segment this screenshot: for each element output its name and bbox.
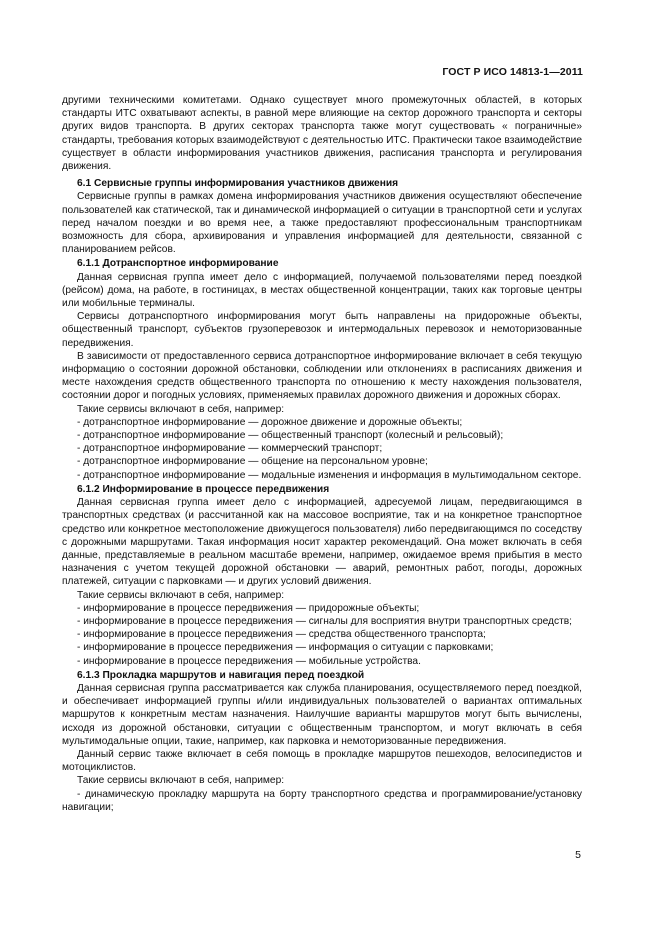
document-body — [62, 94, 582, 814]
paragraph: Сервисы дотранспортного информирования могут быть направлены на придорожные объекты, общественный транспорт, субъектов грузоперевозок и интермодальных перевозок и немоторизованные передвижения. — [62, 311, 582, 349]
document-header: ГОСТ Р ИСО 14813-1—2011 — [442, 66, 583, 78]
list-item: - информирование в процессе передвижения — придорожные объекты; — [77, 602, 420, 614]
paragraph: Сервисные группы в рамках домена информирования участников движения осуществляют обеспечение пользователей как статической, так и динамической информацией о ситуации в транспортной сети и услугах перед началом поездки и во время нее, а также предоставляют профессиональным транспортникам возможность для сбора, архивирования и управления информацией для деятельности, связанной с планированием рейсов. — [62, 191, 582, 256]
paragraph: Данная сервисная группа имеет дело с информацией, получаемой пользователями перед поездкой (рейсом) дома, на работе, в гостиницах, в местах общественной концентрации, таких как торговые центры или мобильные терминалы. — [62, 271, 582, 310]
paragraph: Такие сервисы включают в себя, например: — [77, 403, 285, 415]
section-6-1-2-heading: 6.1.2 Информирование в процессе передвижения — [77, 483, 330, 495]
section-6-1-heading: 6.1 Сервисные группы информирования участников движения — [77, 178, 399, 190]
list-item: - дотранспортное информирование — общественный транспорт (колесный и рельсовый); — [77, 430, 504, 442]
paragraph: Такие сервисы включают в себя, например: — [77, 775, 285, 787]
section-6-1-1-heading: 6.1.1 Дотранспортное информирование — [77, 258, 279, 270]
list-item: - информирование в процессе передвижения — информация о ситуации с парковками; — [77, 642, 494, 654]
paragraph: Данный сервис также включает в себя помощь в прокладке маршрутов пешеходов, велосипедистов и мотоциклистов. — [62, 748, 582, 774]
list-item: - дотранспортное информирование — дорожное движение и дорожные объекты; — [77, 416, 463, 428]
paragraph: В зависимости от предоставленного сервиса дотранспортное информирование включает в себя текущую информацию о состоянии дорожной обстановки, соблюдении или отклонениях в расписаниях движения и месте нахождения средств общественного транспорта по отношению к месту нахождения пользователя, состоянии дорог и погодных условиях, применяемых правилах дорожного движения и дорожных сборах. — [62, 350, 582, 402]
list-item: - дотранспортное информирование — модальные изменения и информация в мультимодальном секторе. — [77, 469, 582, 481]
list-item: - информирование в процессе передвижения — сигналы для восприятия внутри транспортных средств; — [77, 615, 573, 627]
paragraph: Данная сервисная группа рассматривается как служба планирования, осуществляемого перед поездкой, и обеспечивает информацией группы и/или индивидуальных пользователей о вариантах оптимальных маршрутов к конкретным местам назначения. Наилучшие варианты маршрутов могут быть вычислены, исходя из дорожной обстановки, ситуации с общественным транспортом, и могут включать в себя мультимодальные опции, такие, например, как парковка и немоторизованные передвижения. — [62, 682, 582, 747]
list-item: - дотранспортное информирование — общение на персональном уровне; — [77, 456, 428, 468]
page-number: 5 — [575, 849, 581, 861]
paragraph: Такие сервисы включают в себя, например: — [77, 589, 285, 601]
list-item: - дотранспортное информирование — коммерческий транспорт; — [77, 443, 383, 455]
intro-paragraph: другими техническими комитетами. Однако существует много промежуточных областей, в которых стандарты ИТС охватывают аспекты, в равной мере влияющие на сектор дорожного транспорта и секторы других видов транспорта. В других секторах транспорта также могут существовать « пограничные» стандарты, требования которых взаимодействуют с деятельностью ИТС. Практически такое взаимодействие существует в области информирования участников движения, расписания транспорта и регулирования движения. — [62, 95, 582, 173]
list-item: - информирование в процессе передвижения — мобильные устройства. — [77, 655, 421, 667]
section-6-1-3-heading: 6.1.3 Прокладка маршрутов и навигация перед поездкой — [77, 669, 365, 681]
paragraph: Данная сервисная группа имеет дело с информацией, адресуемой лицам, передвигающимся в транспортных средствах (и рассчитанной как на массовое восприятие, так и на конкретное транспортное средство или конкретное местоположение движущегося пользователя) либо передвигающимся по соседству с дорожными маршрутами. Такая информация носит характер рекомендаций. Она может включать в себя данные, представляемые в реальном масштабе времени, например, ожидаемое время прибытия в место назначения с учетом текущей дорожной обстановки — аварий, ремонтных работ, погоды, дорожных платежей, ситуации с парковками — и других условий движения. — [62, 497, 582, 588]
list-item: - информирование в процессе передвижения — средства общественного транспорта; — [77, 629, 486, 641]
list-item: - динамическую прокладку маршрута на борту транспортного средства и программирование/установку навигации; — [62, 788, 582, 813]
